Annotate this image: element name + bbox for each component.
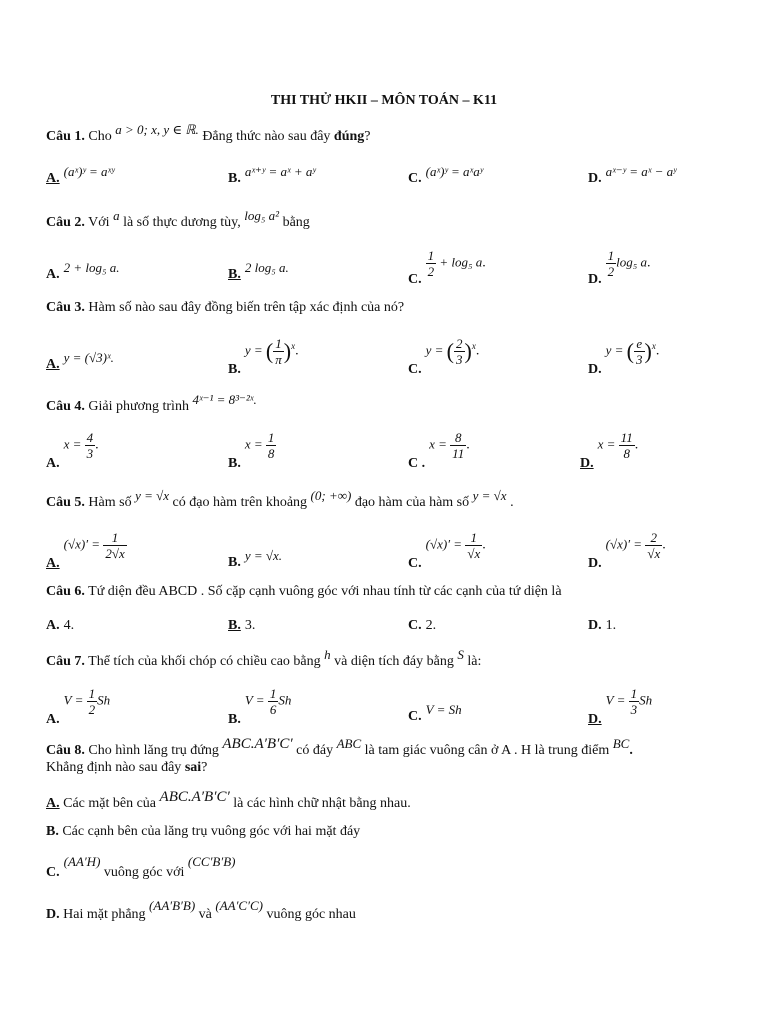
- q8-option-c[interactable]: [46, 854, 236, 881]
- option-lhs: x =: [597, 436, 619, 452]
- option-lhs: (√x)′ =: [605, 536, 646, 552]
- option-expr: 2.: [425, 618, 437, 633]
- question-3-text: Hàm số nào sau đây đồng biến trên tập xác định của nó?: [84, 300, 405, 315]
- q6-option-a[interactable]: [46, 618, 74, 634]
- q5-option-d[interactable]: [588, 530, 666, 572]
- q2-option-b[interactable]: [228, 260, 289, 283]
- fraction-numerator: 4: [86, 430, 94, 445]
- question-8-math: ABC.A′B′C′: [222, 736, 293, 752]
- option-label: C .: [408, 455, 426, 471]
- question-7-math: h: [324, 647, 331, 662]
- question-5-text-3: đạo hàm của hàm số: [351, 495, 473, 510]
- fraction-numerator: 1: [103, 530, 126, 546]
- option-expr: + log₅ a: [436, 254, 483, 270]
- option-tail: .: [466, 437, 470, 453]
- option-label: B.: [228, 618, 241, 633]
- option-expr: 1.: [605, 618, 617, 633]
- fraction-denominator: π: [275, 352, 282, 367]
- option-label: D.: [588, 711, 602, 727]
- question-8-text: Cho hình lăng trụ đứng: [84, 743, 223, 758]
- q5-option-c[interactable]: [408, 530, 486, 572]
- question-8-line2-tail: ?: [201, 760, 208, 775]
- fraction-denominator: 3: [630, 702, 638, 717]
- q8-option-b[interactable]: [46, 824, 360, 840]
- option-text: Các cạnh bên của lăng trụ vuông góc với hai mặt đáy: [58, 824, 361, 839]
- paren-close: ): [283, 338, 292, 364]
- option-expr: Sh: [97, 692, 111, 708]
- option-text-2: là các hình chữ nhật bằng nhau.: [229, 796, 411, 811]
- option-label: A.: [46, 618, 60, 633]
- option-expr: (aˣ)ʸ = aˣaʸ: [425, 164, 484, 179]
- fraction: [634, 336, 645, 367]
- question-1-math: a > 0; x, y ∈ ℝ.: [115, 122, 199, 137]
- option-label: B.: [228, 267, 241, 282]
- option-expr: aˣ⁺ʸ = aˣ + aʸ: [244, 164, 316, 179]
- fraction: [87, 686, 98, 717]
- option-label: B.: [228, 555, 241, 570]
- question-2: [46, 208, 310, 231]
- option-label: C.: [46, 865, 60, 880]
- fraction-numerator: 1: [465, 530, 482, 546]
- option-expr: aˣ⁻ʸ = aˣ − aʸ: [605, 164, 677, 179]
- q1-option-c[interactable]: [408, 164, 484, 187]
- option-lhs: x =: [429, 436, 451, 452]
- option-label: C.: [408, 361, 422, 377]
- option-text: Các mặt bên của: [59, 796, 160, 811]
- option-label: A.: [46, 555, 60, 571]
- option-label: C.: [408, 271, 422, 287]
- fraction-denominator: 3: [86, 446, 94, 461]
- question-2-text: Với: [84, 215, 114, 230]
- option-expr: log₅ a: [616, 254, 648, 270]
- option-text-3: vuông góc nhau: [262, 907, 356, 922]
- fraction-numerator: 1: [88, 686, 96, 701]
- q2-option-c[interactable]: [408, 248, 486, 288]
- fraction-numerator: 2: [456, 336, 463, 351]
- q1-option-b[interactable]: [228, 164, 316, 187]
- fraction: [629, 686, 640, 717]
- q7-option-d[interactable]: [588, 686, 652, 728]
- option-expr: (aˣ)ʸ = aˣʸ: [63, 164, 115, 179]
- question-5-text-2: có đạo hàm trên khoảng: [169, 495, 311, 510]
- q3-option-b[interactable]: [228, 336, 299, 378]
- q2-option-a[interactable]: [46, 260, 120, 283]
- option-label: D.: [588, 271, 602, 287]
- question-1-label: Câu 1.: [46, 129, 85, 144]
- fraction: [606, 248, 617, 279]
- option-lhs: (√x)′ =: [425, 536, 466, 552]
- option-label: A.: [46, 796, 60, 811]
- fraction: [450, 430, 466, 461]
- question-8-line2-text: Khẳng định nào sau đây: [46, 760, 185, 775]
- option-label: B.: [228, 171, 241, 186]
- q7-option-c[interactable]: [408, 702, 462, 725]
- paren-open: (: [626, 338, 634, 364]
- q5-option-a[interactable]: [46, 530, 127, 572]
- q7-option-a[interactable]: [46, 686, 110, 728]
- option-tail: .: [634, 437, 639, 453]
- option-lhs: (√x)′ =: [63, 536, 104, 552]
- question-4-math: 4ˣ⁻¹ = 8³⁻²ˣ.: [192, 392, 257, 407]
- fraction-denominator: 2√x: [105, 546, 125, 561]
- fraction-numerator: 2: [645, 530, 662, 546]
- option-label: A.: [46, 171, 60, 186]
- option-expr: V = Sh: [425, 702, 462, 717]
- option-label: B.: [46, 824, 59, 839]
- question-8-emphasis: sai: [184, 760, 202, 775]
- fraction: [454, 336, 465, 367]
- fraction: [426, 248, 437, 279]
- option-text-2: và: [195, 907, 216, 922]
- question-8-label: Câu 8.: [46, 743, 85, 758]
- option-label: C.: [408, 555, 422, 571]
- option-expr: 2 + log₅ a.: [63, 260, 120, 275]
- q6-option-d[interactable]: [588, 618, 616, 634]
- option-label: D.: [588, 555, 602, 571]
- fraction-denominator: 3: [456, 352, 463, 367]
- question-7-text: Thể tích của khối chóp có chiều cao bằng: [84, 654, 325, 669]
- question-6: [46, 584, 562, 600]
- question-1-emphasis: đúng: [333, 129, 365, 144]
- fraction-numerator: 1: [630, 686, 638, 701]
- q4-option-a[interactable]: [46, 430, 99, 472]
- option-label: B.: [228, 455, 241, 471]
- question-7-math-2: S: [457, 647, 464, 662]
- fraction: [619, 430, 635, 461]
- option-lhs: x =: [244, 436, 266, 452]
- option-expr: 2 log₅ a.: [244, 260, 289, 275]
- question-3-label: Câu 3.: [46, 300, 85, 315]
- fraction-numerator: 1: [267, 430, 275, 445]
- fraction-numerator: 1: [273, 336, 284, 352]
- fraction-numerator: 1: [607, 248, 615, 263]
- fraction-denominator: 2: [427, 264, 435, 279]
- question-1-text-3: ?: [364, 129, 371, 144]
- option-label: D.: [588, 361, 602, 377]
- fraction-denominator: √x: [647, 546, 661, 561]
- q1-option-a[interactable]: [46, 164, 115, 187]
- fraction-denominator: 8: [623, 446, 630, 461]
- option-tail: .: [647, 255, 651, 271]
- question-3: [46, 300, 404, 316]
- question-5-math: y = √x: [135, 488, 170, 503]
- fraction-denominator: 6: [269, 702, 277, 717]
- fraction-numerator: 8: [450, 430, 466, 446]
- paren-open: (: [446, 338, 454, 364]
- exponent: x: [291, 341, 296, 352]
- q5-option-b[interactable]: [228, 548, 283, 571]
- question-2-math: a: [113, 208, 120, 223]
- fraction: [266, 430, 277, 461]
- fraction-numerator: e: [634, 336, 645, 352]
- option-tail: .: [662, 537, 666, 553]
- option-math: ABC.A′B′C′: [159, 789, 230, 805]
- option-label: A.: [46, 711, 60, 727]
- fraction-denominator: 8: [267, 446, 275, 461]
- fraction: [645, 530, 662, 561]
- question-6-label: Câu 6.: [46, 584, 85, 599]
- fraction: [103, 530, 126, 561]
- q3-option-d[interactable]: [588, 336, 659, 378]
- question-1-text: Cho: [84, 129, 116, 144]
- question-7-text-2: và diện tích đáy bằng: [330, 654, 458, 669]
- option-math: (AA′B′B): [149, 898, 196, 913]
- question-1: [46, 122, 371, 145]
- paren-open: (: [265, 338, 274, 364]
- option-expr: y = √x.: [244, 548, 283, 563]
- question-8-line-2: [46, 760, 207, 776]
- q1-option-d[interactable]: [588, 164, 677, 187]
- question-5-math-2: (0; +∞): [310, 488, 352, 503]
- option-lhs: y =: [605, 342, 627, 358]
- question-7-label: Câu 7.: [46, 654, 85, 669]
- option-label: A.: [46, 267, 60, 282]
- option-lhs: y =: [425, 342, 447, 358]
- question-4-label: Câu 4.: [46, 399, 85, 414]
- question-2-text-3: bằng: [279, 215, 310, 230]
- option-tail: .: [95, 437, 99, 453]
- question-7: [46, 647, 482, 670]
- exponent: x: [651, 341, 656, 352]
- question-6-text: Tứ diện đều ABCD . Số cặp cạnh vuông góc với nhau tính từ các cạnh của tứ diện là: [84, 584, 562, 599]
- fraction: [268, 686, 279, 717]
- option-tail: .: [655, 343, 660, 359]
- fraction-numerator: 1: [427, 248, 435, 263]
- option-lhs: y =: [244, 342, 266, 358]
- question-5-text-4: .: [506, 495, 514, 510]
- option-text: Hai mặt phẳng: [59, 907, 150, 922]
- exponent: x: [471, 341, 476, 352]
- q3-option-c[interactable]: [408, 336, 479, 378]
- q3-option-a[interactable]: [46, 350, 114, 373]
- option-math: (AA′H): [63, 854, 101, 869]
- question-2-text-2: là số thực dương tùy,: [119, 215, 245, 230]
- q4-option-c[interactable]: [408, 430, 470, 472]
- option-tail: .: [482, 537, 486, 553]
- fraction-numerator: 1: [269, 686, 277, 701]
- question-2-math-2: log₅ a²: [244, 208, 280, 223]
- q4-option-d[interactable]: [580, 430, 638, 472]
- option-label: D.: [588, 618, 602, 633]
- option-tail: .: [475, 343, 480, 359]
- q4-option-b[interactable]: [228, 430, 276, 472]
- option-math-2: (CC′B′B): [187, 854, 236, 869]
- question-8-text-2: có đáy: [292, 743, 337, 758]
- paren-close: ): [464, 338, 472, 364]
- question-1-text-2: Đẳng thức nào sau đây: [198, 129, 334, 144]
- option-lhs: x =: [63, 436, 85, 452]
- question-2-label: Câu 2.: [46, 215, 85, 230]
- question-8-math-3: BC: [612, 736, 630, 751]
- option-lhs: V =: [63, 692, 87, 708]
- fraction-denominator: 3: [636, 352, 643, 367]
- question-5-label: Câu 5.: [46, 495, 85, 510]
- question-7-text-3: là:: [463, 654, 482, 669]
- fraction: [85, 430, 96, 461]
- exam-title: THI THỬ HKII – MÔN TOÁN – K11: [270, 93, 498, 108]
- q8-option-d[interactable]: [46, 898, 356, 923]
- option-math-2: (AA′C′C): [215, 898, 263, 913]
- q2-option-d[interactable]: [588, 248, 651, 288]
- fraction: [273, 336, 284, 367]
- fraction-denominator: 11: [452, 446, 465, 461]
- question-5: [46, 488, 514, 511]
- fraction: [465, 530, 482, 561]
- question-8: [46, 736, 633, 759]
- option-label: A.: [46, 455, 60, 471]
- option-expr: Sh: [278, 692, 292, 708]
- option-label: B.: [228, 361, 241, 377]
- question-4: [46, 392, 257, 415]
- paren-close: ): [644, 338, 652, 364]
- option-label: D.: [588, 171, 602, 186]
- option-expr: Sh: [639, 692, 653, 708]
- option-label: C.: [408, 709, 422, 724]
- option-label: A.: [46, 357, 60, 372]
- question-5-math-3: y = √x: [472, 488, 507, 503]
- question-4-text: Giải phương trình: [84, 399, 193, 414]
- option-label: C.: [408, 618, 422, 633]
- option-label: D.: [580, 455, 594, 471]
- option-text: vuông góc với: [100, 865, 188, 880]
- q6-option-b[interactable]: [228, 618, 255, 634]
- option-expr: 4.: [63, 618, 75, 633]
- option-tail: .: [295, 343, 299, 359]
- question-8-text-4: .: [629, 743, 633, 758]
- fraction-numerator: 11: [620, 430, 633, 445]
- question-5-text: Hàm số: [84, 495, 136, 510]
- option-expr: y = (√3)ˣ.: [63, 350, 114, 365]
- question-8-math-2: ABC: [336, 736, 362, 751]
- option-label: D.: [46, 907, 60, 922]
- option-label: B.: [228, 711, 241, 727]
- option-tail: .: [482, 255, 486, 271]
- fraction-denominator: √x: [467, 546, 481, 561]
- q7-option-b[interactable]: [228, 686, 291, 728]
- option-expr: 3.: [244, 618, 256, 633]
- option-lhs: V =: [244, 692, 268, 708]
- option-label: C.: [408, 171, 422, 186]
- fraction-denominator: 2: [607, 264, 615, 279]
- q6-option-c[interactable]: [408, 618, 436, 634]
- q8-option-a[interactable]: [46, 789, 411, 812]
- fraction-denominator: 2: [88, 702, 96, 717]
- option-lhs: V =: [605, 692, 629, 708]
- question-8-text-3: là tam giác vuông cân ở A . H là trung điểm: [361, 743, 613, 758]
